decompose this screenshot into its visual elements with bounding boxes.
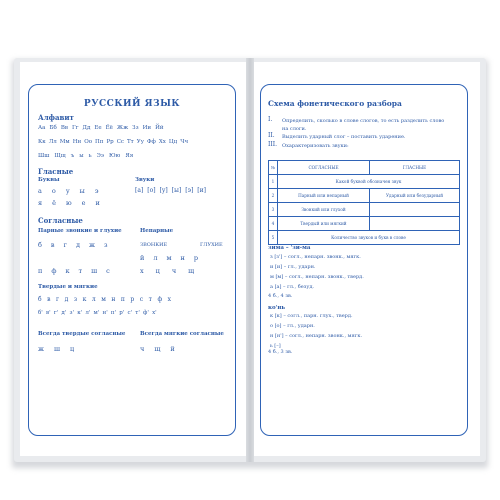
- table-header-num: №: [269, 161, 278, 175]
- alphabet-letter: Фф: [146, 139, 156, 145]
- alphabet-letter: Хх: [158, 139, 166, 145]
- table-header-consonants: СОГЛАСНЫЕ: [278, 161, 370, 175]
- soft-consonant: м': [93, 310, 100, 316]
- paired-voiceless-row: [38, 268, 110, 275]
- soft-consonant: п': [110, 310, 117, 316]
- alphabet-letter: ы: [79, 153, 84, 159]
- example2-count: 4 б., 3 зв.: [268, 349, 293, 355]
- consonant-letter: з: [104, 241, 108, 249]
- hard-consonant: з: [73, 296, 78, 303]
- alphabet-letter: Аа: [38, 125, 46, 131]
- alphabet-letter: Юю: [108, 153, 121, 159]
- letters-heading: Буквы: [38, 177, 60, 183]
- analysis-line: к [к] – согл., парн. глух., тверд.: [270, 313, 353, 319]
- notebook-spine: [246, 58, 254, 462]
- hard-consonant: с: [139, 296, 144, 303]
- vowel-letter: а: [38, 187, 42, 195]
- unpaired-voiceless-row: [140, 268, 194, 275]
- alphabet-heading: Алфавит: [38, 113, 74, 122]
- alphabet-row-3: [38, 154, 133, 160]
- alphabet-row-1: [38, 126, 164, 132]
- always-soft-heading: Всегда мягкие согласные: [140, 331, 224, 337]
- analysis-line: а [а] – гл., безуд.: [270, 284, 315, 290]
- alphabet-letter: Жж: [116, 125, 129, 131]
- paired-voiced-row: [38, 242, 108, 249]
- table-cell-merged: Количество звуков и букв в слове: [278, 231, 460, 245]
- vowel-sound: [о]: [147, 187, 156, 194]
- alphabet-letter: Тт: [127, 139, 134, 145]
- table-cell-empty: [370, 217, 460, 231]
- consonant-letter: ч: [171, 267, 177, 275]
- alphabet-letter: Бб: [49, 125, 57, 131]
- soft-consonant: т': [135, 310, 140, 316]
- alphabet-letter: Кк: [38, 139, 46, 145]
- alphabet-letter: Чч: [180, 139, 189, 145]
- alphabet-letter: Нн: [72, 139, 82, 145]
- consonant-letter: щ: [154, 345, 161, 353]
- hard-consonant: р: [130, 296, 135, 303]
- alphabet-letter: Ее: [94, 125, 102, 131]
- table-row: [269, 217, 460, 231]
- always-soft-row: [140, 346, 175, 353]
- table-cell-merged: Какой буквой обозначен звук: [278, 175, 460, 189]
- table-header-row: [269, 161, 460, 175]
- step-text: Охарактеризовать звуки:: [282, 143, 349, 149]
- consonant-letter: ш: [91, 267, 98, 275]
- soft-consonant: з': [69, 310, 75, 316]
- hard-consonant: м: [101, 296, 106, 303]
- consonant-letter: ц: [155, 267, 160, 275]
- alphabet-letter: Дд: [82, 125, 91, 131]
- step-text: Выделить ударный слог – поставить ударение.: [282, 134, 406, 140]
- hard-consonant: г: [56, 296, 60, 303]
- left-page-frame: [28, 84, 236, 436]
- alphabet-letter: Ээ: [96, 153, 104, 159]
- consonant-letter: с: [106, 267, 110, 275]
- alphabet-letter: Оо: [84, 139, 93, 145]
- step-number: III.: [268, 141, 278, 148]
- alphabet-letter: Лл: [48, 139, 57, 145]
- alphabet-letter: Ёё: [105, 125, 113, 131]
- alphabet-row-2: [38, 140, 188, 146]
- hard-consonant: к: [82, 296, 87, 303]
- consonant-letter: й: [140, 254, 145, 262]
- soft-consonant: ф': [143, 310, 149, 316]
- consonant-letter: ф: [51, 267, 57, 275]
- soft-consonant: б': [38, 310, 43, 316]
- alphabet-letter: ъ: [70, 153, 75, 159]
- soft-consonant: к': [77, 310, 83, 316]
- soft-consonant: в': [46, 310, 51, 316]
- vowel-letter: ы: [79, 187, 85, 195]
- vowel-sounds-row: [135, 188, 206, 194]
- hard-consonant: ф: [157, 296, 163, 303]
- step-number: I.: [268, 116, 273, 123]
- soft-consonants-row: [38, 311, 157, 317]
- consonant-letter: п: [38, 267, 43, 275]
- step-number: II.: [268, 132, 275, 139]
- table-cell-num: 1: [269, 175, 278, 189]
- vowel-sound: [а]: [135, 187, 144, 194]
- alphabet-letter: Сс: [116, 139, 125, 145]
- consonant-letter: г: [63, 241, 67, 249]
- table-cell-consonant: Твердый или мягкий: [278, 217, 370, 231]
- vowel-sound: [у]: [159, 187, 168, 194]
- step-text: Определить, сколько в слове слогов, то есть разделить слово на слоги.: [282, 118, 445, 132]
- vowel-letters-row-1: [38, 188, 98, 195]
- soft-consonant: г': [53, 310, 59, 316]
- analysis-line: ь [–]: [270, 343, 281, 349]
- phonetic-table: [268, 160, 460, 245]
- alphabet-letter: Вв: [60, 125, 68, 131]
- vowels-heading: Гласные: [38, 167, 74, 176]
- consonant-letter: м: [166, 254, 172, 262]
- hard-consonant: д: [64, 296, 69, 303]
- soft-consonant: р': [119, 310, 125, 316]
- example2-word: ко'нь: [268, 305, 286, 311]
- consonant-letter: щ: [188, 267, 195, 275]
- soft-consonant: с': [127, 310, 133, 316]
- alphabet-letter: Зз: [132, 125, 139, 131]
- soft-consonant: х': [152, 310, 157, 316]
- hard-soft-heading: Твердые и мягкие: [38, 284, 98, 290]
- vowel-sound: [ы]: [171, 187, 182, 194]
- alphabet-letter: Ии: [142, 125, 152, 131]
- vowel-sound: [и]: [197, 187, 206, 194]
- table-cell-num: 5: [269, 231, 278, 245]
- table-row: [269, 189, 460, 203]
- alphabet-letter: Гг: [71, 125, 79, 131]
- alphabet-letter: Цц: [168, 139, 178, 145]
- consonants-heading: Согласные: [38, 216, 83, 225]
- page-title: РУССКИЙ ЯЗЫК: [83, 99, 181, 109]
- vowel-letter: о: [51, 187, 56, 195]
- analysis-line: м [м] – согл., непарн. звонк., тверд.: [270, 274, 364, 280]
- consonant-letter: т: [78, 267, 83, 275]
- alphabet-letter: ь: [88, 153, 92, 159]
- table-row: [269, 175, 460, 189]
- vowel-letter: и: [95, 199, 100, 207]
- alphabet-letter: Щщ: [54, 153, 66, 159]
- table-cell-num: 4: [269, 217, 278, 231]
- right-page-title: Схема фонетического разбора: [268, 99, 402, 108]
- consonant-letter: д: [76, 241, 81, 249]
- table-cell-consonant: Звонкий или глухой: [278, 203, 370, 217]
- consonant-letter: к: [65, 267, 70, 275]
- vowel-letter: ё: [52, 199, 56, 207]
- alphabet-letter: Рр: [106, 139, 114, 145]
- vowel-letter: е: [81, 199, 86, 207]
- analysis-line: з [з'] – согл., непарн. звонк., мягк.: [270, 254, 361, 260]
- hard-consonant: в: [47, 296, 51, 303]
- vowel-letters-row-2: [38, 200, 100, 207]
- voiced-label: ЗВОНКИЕ: [140, 242, 168, 248]
- hard-consonant: л: [91, 296, 96, 303]
- alphabet-letter: Йй: [155, 125, 164, 131]
- alphabet-letter: Пп: [95, 139, 104, 145]
- hard-consonant: б: [38, 296, 42, 303]
- consonant-letter: н: [180, 254, 185, 262]
- alphabet-letter: Уу: [136, 139, 144, 145]
- hard-consonant: н: [111, 296, 116, 303]
- vowel-letter: я: [38, 199, 43, 207]
- consonant-letter: р: [193, 254, 199, 262]
- analysis-line: н [н'] – согл., непарн. звонк., мягк.: [270, 333, 363, 339]
- vowel-letter: э: [94, 187, 99, 195]
- hard-consonant: п: [120, 296, 125, 303]
- analysis-line: и [и] – гл., ударн.: [270, 264, 316, 270]
- vowel-letter: у: [65, 187, 70, 195]
- hard-consonant: т: [148, 296, 152, 303]
- soft-consonant: д': [61, 310, 67, 316]
- voiceless-label: ГЛУХИЕ: [200, 242, 223, 248]
- table-cell-empty: [370, 203, 460, 217]
- consonant-letter: ж: [89, 241, 95, 249]
- hard-consonants-row: [38, 297, 171, 303]
- consonant-letter: х: [140, 267, 144, 275]
- analysis-line: о [о] – гл., ударн.: [270, 323, 315, 329]
- table-row: [269, 231, 460, 245]
- consonant-letter: й: [170, 345, 175, 353]
- consonant-letter: ж: [38, 345, 44, 353]
- consonant-letter: л: [153, 254, 158, 262]
- soft-consonant: н': [102, 310, 108, 316]
- unpaired-heading: Непарные: [140, 228, 174, 234]
- consonant-letter: ш: [53, 345, 61, 353]
- always-hard-heading: Всегда твердые согласные: [38, 331, 126, 337]
- table-cell-consonant: Парный или непарный: [278, 189, 370, 203]
- soft-consonant: л': [85, 310, 91, 316]
- always-hard-row: [38, 346, 74, 353]
- alphabet-letter: Мм: [59, 139, 70, 145]
- hard-consonant: х: [167, 296, 172, 303]
- vowel-letter: ю: [65, 199, 72, 207]
- table-header-vowels: ГЛАСНЫЕ: [370, 161, 460, 175]
- table-cell-num: 3: [269, 203, 278, 217]
- alphabet-letter: Шш: [38, 153, 50, 159]
- table-row: [269, 203, 460, 217]
- example1-count: 4 б., 4 зв.: [268, 293, 293, 299]
- consonant-letter: в: [50, 241, 55, 249]
- alphabet-letter: Яя: [125, 153, 134, 159]
- vowel-sound: [э]: [185, 187, 194, 194]
- consonant-letter: б: [38, 241, 42, 249]
- table-cell-vowel: Ударный или безударный: [370, 189, 460, 203]
- example1-word: зима – 'зи-ма: [268, 245, 311, 251]
- paired-heading: Парные звонкие и глухие: [38, 228, 122, 234]
- table-cell-num: 2: [269, 189, 278, 203]
- sounds-heading: Звуки: [135, 177, 155, 183]
- unpaired-voiced-row: [140, 255, 198, 262]
- consonant-letter: ц: [70, 345, 75, 353]
- consonant-letter: ч: [140, 345, 145, 353]
